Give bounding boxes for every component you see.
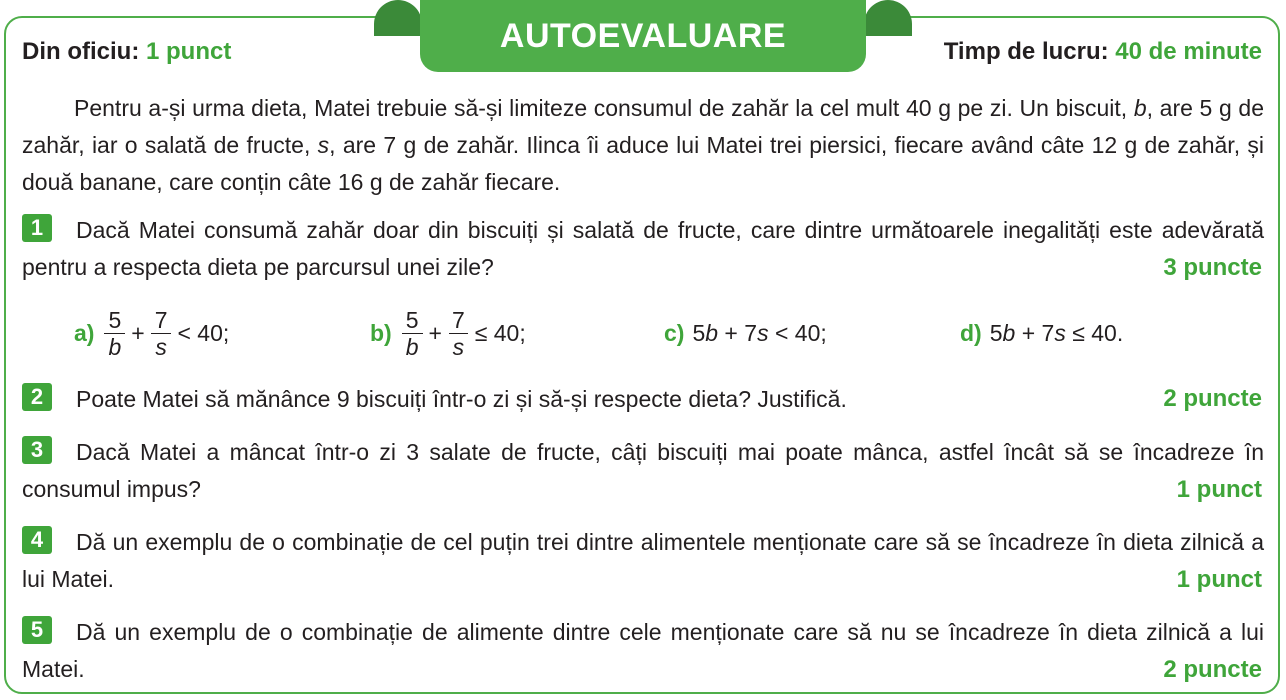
question-number-4: 4 xyxy=(22,526,52,554)
timp-label: Timp de lucru: xyxy=(943,38,1109,65)
din-oficiu-value: 1 punct xyxy=(146,38,232,65)
question-number-1: 1 xyxy=(22,214,52,242)
frac-den: b xyxy=(402,333,423,360)
question-3-points: 1 punct xyxy=(1176,476,1262,503)
intro-text-1: Pentru a-și urma dieta, Matei trebuie să-și limiteze consumul de zahăr la cel mult 40 g pe zi. Un biscuit, xyxy=(74,95,1134,121)
frac-num: 7 xyxy=(451,306,465,333)
question-2-text: Poate Matei să mănânce 9 biscuiți într-o zi și să-și respecte dieta? Justifică. xyxy=(76,386,847,412)
question-4-text: Dă un exemplu de o combinație de cel puțin trei dintre alimentele menționate care să se încadreze în dieta zilnică a lui Matei. xyxy=(22,529,1264,592)
frac-num: 7 xyxy=(154,306,168,333)
fraction-7-over-s xyxy=(448,307,469,360)
question-3-text: Dacă Matei a mâncat într-o zi 3 salate de fructe, câți biscuiți mai poate mânca, astfel încât să se încadreze în consumul impus? xyxy=(22,439,1264,502)
intro-text-2: , are 5 g de zahăr, iar o salată de fructe, xyxy=(22,95,1265,158)
option-a-label: a) xyxy=(74,319,95,346)
var-b: b xyxy=(705,319,719,346)
mid: + 7 xyxy=(718,319,758,346)
frac-den: s xyxy=(449,333,469,360)
var-s: s xyxy=(757,319,769,346)
din-oficiu xyxy=(22,38,231,66)
question-number-5: 5 xyxy=(22,616,52,644)
question-2-points: 2 puncte xyxy=(1163,385,1262,412)
var-b: b xyxy=(1002,319,1016,346)
question-5-points: 2 puncte xyxy=(1163,656,1262,683)
option-d-label: d) xyxy=(960,319,982,346)
fraction-5-over-b xyxy=(402,307,423,360)
option-b xyxy=(370,300,530,366)
relation: < 40; xyxy=(768,319,827,346)
din-oficiu-label: Din oficiu: xyxy=(22,38,140,65)
plus-sign: + xyxy=(428,319,442,346)
intro-paragraph xyxy=(22,90,1264,201)
frac-den: s xyxy=(151,333,171,360)
option-c xyxy=(664,300,827,366)
fraction-5-over-b xyxy=(104,307,125,360)
mid: + 7 xyxy=(1015,319,1055,346)
var-s: s xyxy=(1054,319,1066,346)
question-4-points: 1 punct xyxy=(1176,566,1262,593)
question-number-2: 2 xyxy=(22,383,52,411)
option-d xyxy=(960,300,1123,366)
intro-text-3: , are 7 g de zahăr. Ilinca îi aduce lui Matei trei piersici, fiecare având câte 12 g de zahăr, și două banane, care conțin câte 16 g de zahăr fiecare. xyxy=(22,132,1264,195)
relation: ≤ 40. xyxy=(1065,319,1124,346)
page-title: AUTOEVALUARE xyxy=(499,16,787,55)
question-5-text: Dă un exemplu de o combinație de alimente dintre cele menționate care să nu se încadreze în dieta zilnică a lui Matei. xyxy=(22,619,1264,682)
question-number-3: 3 xyxy=(22,436,52,464)
coef: 5 xyxy=(989,319,1003,346)
option-b-label: b) xyxy=(370,319,392,346)
intro-var-b: b xyxy=(1133,95,1147,121)
intro-var-s: s xyxy=(317,132,330,158)
coef: 5 xyxy=(692,319,706,346)
option-c-label: c) xyxy=(664,319,685,346)
timp-de-lucru xyxy=(944,38,1262,66)
tab-ear-right xyxy=(864,0,912,36)
frac-num: 5 xyxy=(405,306,419,333)
question-1-text: Dacă Matei consumă zahăr doar din biscuiți și salată de fructe, care dintre următoarele inegalități este adevărată pentru a respecta dieta pe parcursul unei zile? xyxy=(22,217,1264,280)
question-1-points: 3 puncte xyxy=(1163,254,1262,281)
timp-value: 40 de minute xyxy=(1115,38,1262,65)
frac-den: b xyxy=(104,333,125,360)
fraction-7-over-s xyxy=(151,307,172,360)
frac-num: 5 xyxy=(108,306,122,333)
tab-ear-left xyxy=(374,0,422,36)
option-a xyxy=(74,300,233,366)
title-tab xyxy=(420,0,866,72)
plus-sign: + xyxy=(131,319,145,346)
relation: ≤ 40; xyxy=(474,319,526,346)
relation: < 40; xyxy=(177,319,230,346)
